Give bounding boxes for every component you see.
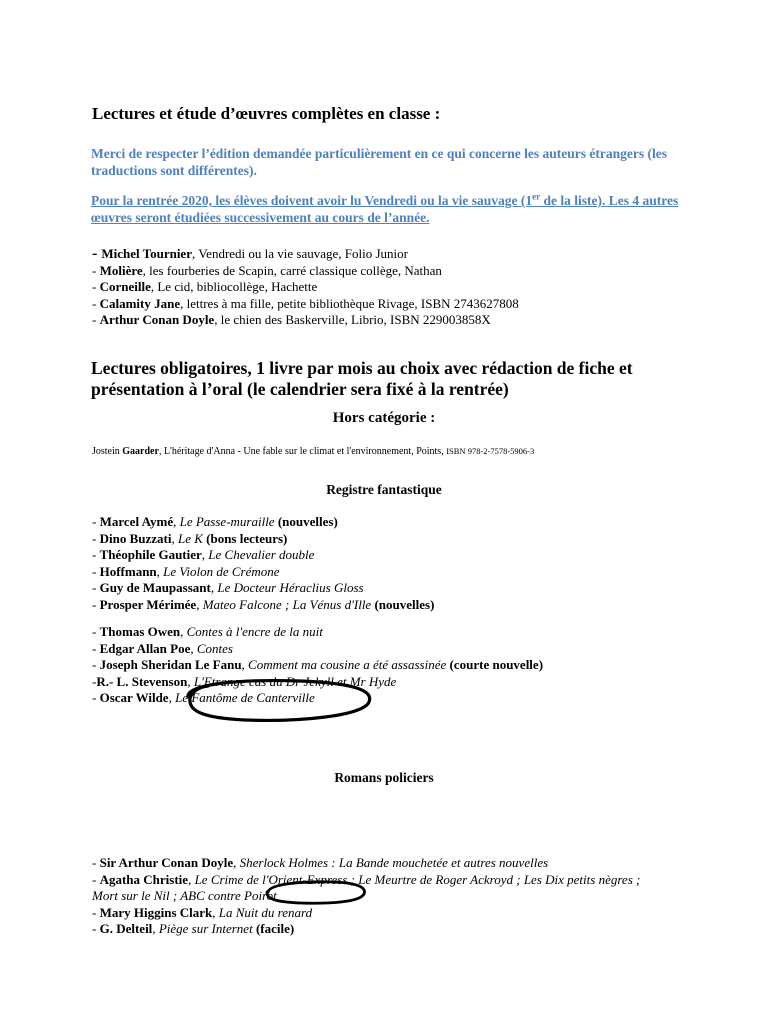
list-item: - G. Delteil, Piège sur Internet (facile)	[92, 921, 295, 936]
work-title: Le Crime de l'Orient-Express ; Le Meurtre de Roger Ackroyd ; Les Dix petits nègres ; Mort sur le Nil ; ABC contre Poirot	[92, 871, 641, 903]
isbn: ISBN 978-2-7578-5906-3	[446, 446, 535, 456]
work-title: La Nuit du renard	[218, 904, 313, 920]
list-item: - Hoffmann, Le Violon de Crémone	[92, 563, 280, 579]
heading-lectures-classe: Lectures et étude d’œuvres complètes en classe :	[92, 104, 441, 123]
author-last-name: Gaarder	[122, 446, 159, 457]
list-dash: -	[92, 640, 100, 656]
work-note: (facile)	[252, 921, 295, 936]
list-item: - Agatha Christie, Le Crime de l'Orient-Express ; Le Meurtre de Roger Ackroyd ; Les Dix petits nègres ; Mort sur le Nil ; ABC contre Poirot	[92, 871, 641, 903]
list-dash: -	[92, 530, 100, 546]
author-name: Mary Higgins Clark	[99, 904, 213, 920]
work-details: , L'héritage d'Anna - Une fable sur le climat et l'environnement, Points,	[158, 446, 447, 457]
list-item: - Prosper Mérimée, Mateo Falcone ; La Vénus d'Ille (nouvelles)	[92, 596, 435, 612]
list-dash: -	[92, 279, 100, 294]
work-title: Sherlock Holmes : La Bande mouchetée et autres nouvelles	[239, 855, 549, 870]
author-name: Arthur Conan Doyle	[99, 312, 215, 327]
author-name: Molière	[99, 262, 143, 278]
work-note: (nouvelles)	[371, 596, 435, 612]
list-dash: -	[92, 921, 100, 936]
list-item: - Sir Arthur Conan Doyle, Sherlock Holmes : La Bande mouchetée et autres nouvelles	[92, 855, 549, 870]
author-first-name: Jostein	[92, 446, 123, 457]
list-dash: -	[92, 673, 97, 689]
author-name: G. Delteil	[99, 921, 153, 936]
work-title: L'Etrange cas du Dr Jekyll et Mr Hyde	[193, 673, 397, 689]
author-name: Thomas Owen	[99, 624, 181, 639]
work-title: Le Docteur Héraclius Gloss	[217, 580, 364, 595]
list-dash: -	[92, 871, 100, 887]
author-name: Calamity Jane	[99, 295, 181, 311]
notice-edition: Merci de respecter l’édition demandée particulièrement en ce qui concerne les auteurs étrangers (les traductions sont différentes).	[91, 146, 667, 178]
list-dash: -	[92, 690, 100, 705]
author-name: Agatha Christie	[99, 871, 189, 887]
list-item	[92, 312, 519, 329]
author-name: Théophile Gautier	[99, 547, 202, 562]
notice-rentree-part1: Pour la rentrée 2020, les élèves doivent avoir lu Vendredi ou la vie sauvage (1	[91, 193, 533, 208]
work-title: Mateo Falcone ; La Vénus d'Ille	[202, 596, 372, 612]
list-item	[92, 296, 519, 313]
list-dash: -	[92, 245, 102, 262]
list-item: - Guy de Maupassant, Le Docteur Héraclius Gloss	[92, 580, 364, 595]
list-item: - Oscar Wilde, Le Fantôme de Canterville	[92, 690, 315, 705]
author-name: Marcel Aymé	[99, 514, 174, 529]
work-title: Le Fantôme de Canterville	[175, 690, 315, 705]
work-title: Contes à l'encre de la nuit	[186, 624, 323, 639]
list-item: -R.- L. Stevenson, L'Etrange cas du Dr Jekyll et Mr Hyde	[92, 673, 397, 689]
list-item: - Théophile Gautier, Le Chevalier double	[92, 547, 315, 562]
works-class-list	[92, 246, 519, 329]
list-item: - Edgar Allan Poe, Contes	[92, 640, 233, 656]
work-note: (bons lecteurs)	[202, 530, 288, 546]
policiers-list	[92, 855, 652, 938]
author-name: Guy de Maupassant	[99, 580, 211, 595]
work-title: Le Chevalier double	[208, 547, 315, 562]
work-title: Comment ma cousine a été assassinée	[248, 657, 447, 672]
author-name: R.- L. Stevenson	[96, 673, 188, 689]
work-title: Contes	[196, 640, 233, 656]
author-name: Hoffmann	[99, 563, 157, 579]
author-name: Corneille	[99, 279, 151, 294]
author-name: Oscar Wilde	[99, 690, 169, 705]
work-details: , Le cid, bibliocollège, Hachette	[150, 279, 318, 294]
list-item: - Marcel Aymé, Le Passe-muraille (nouvelles)	[92, 514, 338, 529]
list-item: - Thomas Owen, Contes à l'encre de la nuit	[92, 624, 323, 639]
notice-rentree-part2: de la liste). Les 4 autres œuvres seront étudiées successivement au cours de l’année.	[91, 193, 679, 225]
heading-registre-fantastique: Registre fantastique	[326, 482, 442, 497]
list-dash: -	[92, 580, 100, 595]
fantastique-list-2	[92, 624, 543, 707]
hors-categorie-entry	[92, 446, 534, 457]
heading-romans-policiers: Romans policiers	[334, 770, 434, 785]
list-item	[92, 279, 519, 296]
list-dash: -	[92, 295, 100, 311]
list-dash: -	[92, 262, 100, 278]
list-item: - Dino Buzzati, Le K (bons lecteurs)	[92, 530, 288, 546]
list-dash: -	[92, 596, 100, 612]
list-item	[92, 263, 519, 280]
list-dash: -	[92, 657, 100, 672]
author-name: Sir Arthur Conan Doyle	[99, 855, 234, 870]
heading-lectures-obligatoires: Lectures obligatoires, 1 livre par mois au choix avec rédaction de fiche et présentation à l’oral (le calendrier sera fixé à la rentrée)	[91, 358, 633, 399]
notice-rentree	[91, 192, 691, 226]
author-name: Michel Tournier	[101, 246, 192, 261]
work-details: , lettres à ma fille, petite bibliothèque Rivage, ISBN 2743627808	[180, 295, 519, 311]
list-item: - Joseph Sheridan Le Fanu, Comment ma cousine a été assassinée (courte nouvelle)	[92, 657, 544, 672]
author-name: Edgar Allan Poe	[99, 640, 191, 656]
list-dash: -	[92, 547, 100, 562]
work-title: Le K	[177, 530, 203, 546]
list-item: - Mary Higgins Clark, La Nuit du renard	[92, 904, 313, 920]
work-details: , le chien des Baskerville, Librio, ISBN 229003858X	[214, 312, 491, 327]
author-name: Prosper Mérimée	[99, 596, 197, 612]
work-title: Le Violon de Crémone	[163, 563, 280, 579]
work-title: Piège sur Internet	[158, 921, 253, 936]
work-note: (courte nouvelle)	[446, 657, 544, 672]
author-name: Joseph Sheridan Le Fanu	[99, 657, 242, 672]
list-dash: -	[92, 563, 100, 579]
list-dash: -	[92, 855, 100, 870]
list-item	[92, 246, 519, 263]
notice-rentree-sup: er	[532, 191, 541, 202]
list-dash: -	[92, 312, 100, 327]
work-details: , Vendredi ou la vie sauvage, Folio Junior	[191, 246, 408, 261]
work-details: , les fourberies de Scapin, carré classique collège, Nathan	[142, 262, 442, 278]
heading-hors-categorie: Hors catégorie :	[332, 410, 436, 426]
list-dash: -	[92, 624, 100, 639]
list-dash: -	[92, 904, 100, 920]
work-title: Le Passe-muraille	[179, 514, 275, 529]
list-dash: -	[92, 514, 100, 529]
fantastique-list-1	[92, 514, 434, 613]
work-note: (nouvelles)	[274, 514, 338, 529]
author-name: Dino Buzzati	[99, 530, 172, 546]
